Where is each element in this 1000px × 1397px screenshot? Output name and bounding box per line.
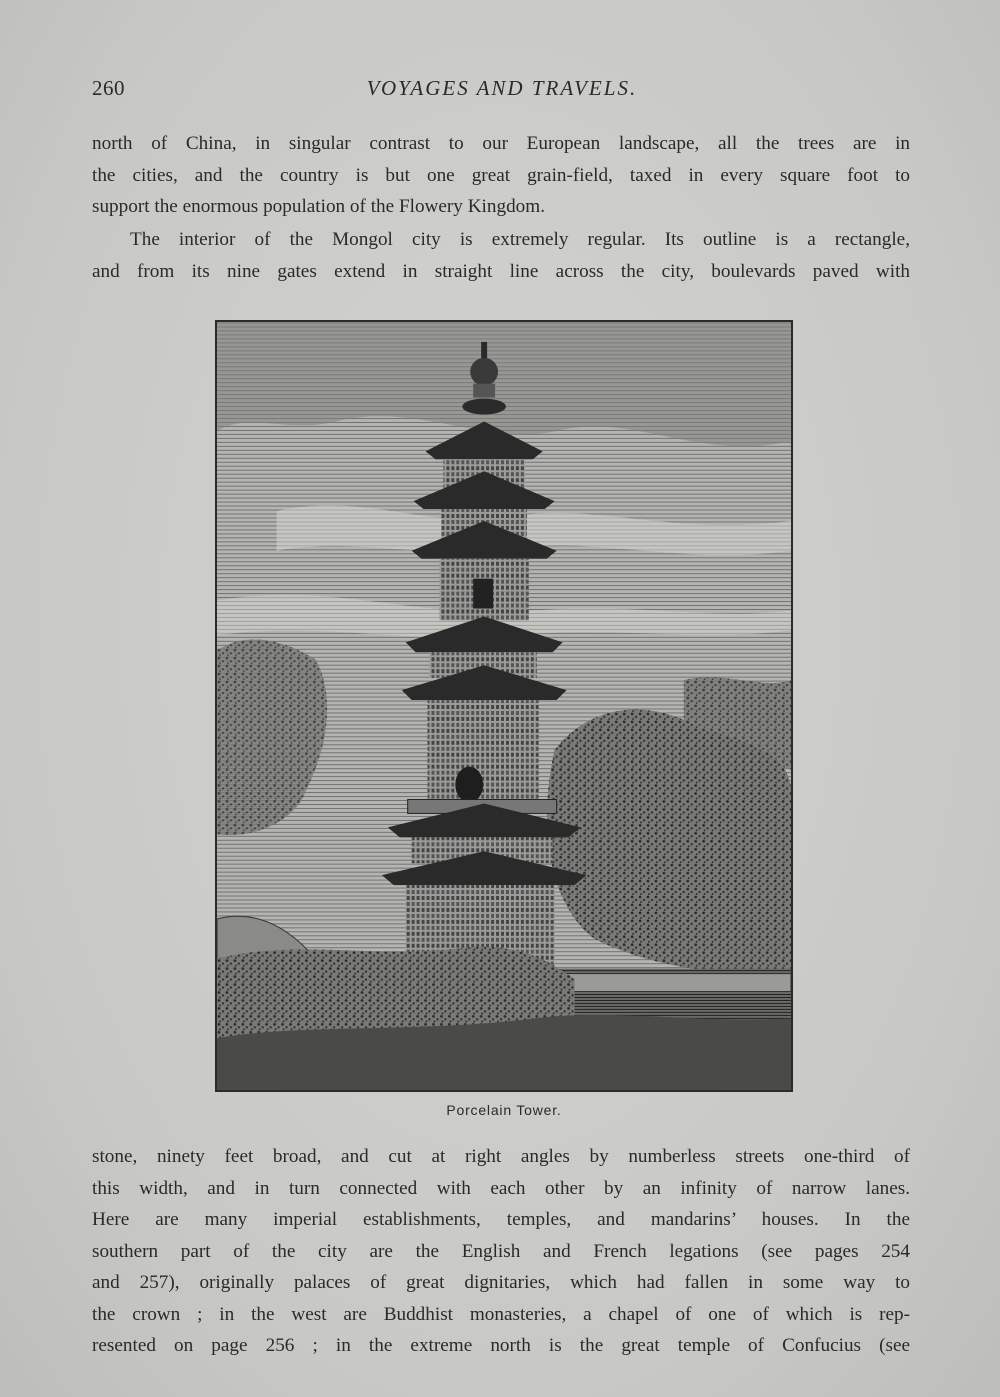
running-title: VOYAGES AND TRAVELS. bbox=[366, 76, 638, 100]
text-line: Here are many imperial establishments, temples, and mandarins’ houses. In the bbox=[92, 1209, 910, 1230]
running-head bbox=[92, 76, 912, 106]
paragraph-1 bbox=[92, 128, 910, 223]
text-line: the cities, and the country is but one great grain-field, taxed in every square foot to bbox=[92, 164, 910, 186]
paragraph-3 bbox=[92, 1141, 910, 1362]
text-line: stone, ninety feet broad, and cut at right angles by numberless streets one-third of bbox=[92, 1146, 910, 1167]
text-line: the crown ; in the west are Buddhist monasteries, a chapel of one of which is rep- bbox=[92, 1303, 910, 1325]
page-number: 260 bbox=[92, 76, 125, 100]
text-line: The interior of the Mongol city is extremely regular. Its outline is a rectangle, bbox=[130, 229, 910, 250]
text-line: and from its nine gates extend in straight line across the city, boulevards paved with bbox=[92, 260, 910, 282]
figure-caption: Porcelain Tower. bbox=[446, 1102, 562, 1118]
porcelain-tower-engraving bbox=[215, 320, 793, 1092]
text-line: resented on page 256 ; in the extreme north is the great temple of Confucius (see bbox=[92, 1335, 910, 1356]
text-line: north of China, in singular contrast to our European landscape, all the trees are in bbox=[92, 133, 910, 154]
engraving-illustration bbox=[217, 322, 791, 1090]
text-line: support the enormous population of the Flowery Kingdom. bbox=[92, 196, 545, 217]
text-line: this width, and in turn connected with each other by an infinity of narrow lanes. bbox=[92, 1177, 910, 1199]
text-line: southern part of the city are the English and French legations (see pages 254 bbox=[92, 1240, 910, 1262]
text-line: and 257), originally palaces of great dignitaries, which had fallen in some way to bbox=[92, 1272, 910, 1293]
paragraph-2 bbox=[92, 224, 910, 287]
